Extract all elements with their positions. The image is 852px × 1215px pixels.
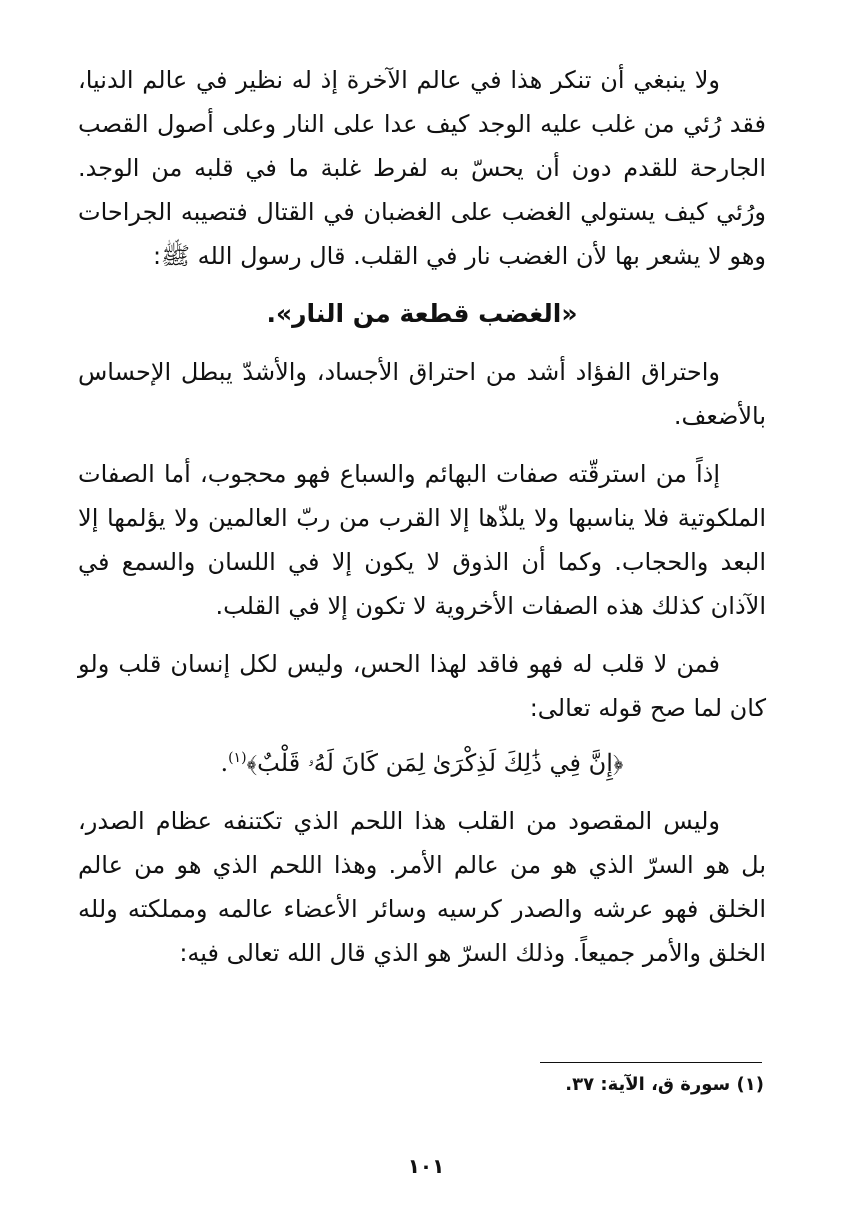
paragraph-4: فمن لا قلب له فهو فاقد لهذا الحس، وليس لكل إنسان قلب ولو كان لما صح قوله تعالى: xyxy=(78,650,766,722)
footnote-marker: (١) xyxy=(228,750,247,766)
paragraph-5: وليس المقصود من القلب هذا اللحم الذي تكتنفه عظام الصدر، بل هو السرّ الذي هو من عالم الأمر. وهذا اللحم الذي هو من عالم الخلق فهو عرشه والصدر كرسيه وسائر الأعضاء عالمه ومملكته ولله الخلق والأمر جميعاً. وذلك السرّ هو الذي قال الله تعالى فيه: xyxy=(78,807,766,967)
quran-verse xyxy=(78,736,766,785)
paragraph-2: واحتراق الفؤاد أشد من احتراق الأجساد، والأشدّ يبطل الإحساس بالأضعف. xyxy=(78,358,766,430)
hadith-quote: «الغضب قطعة من النار». xyxy=(266,299,578,328)
verse-period: . xyxy=(220,749,229,777)
verse-text: ﴿إِنَّ فِي ذَٰلِكَ لَذِكْرَىٰ لِمَن كَانَ لَهُۥ قَلْبٌ﴾ xyxy=(246,749,624,777)
paragraph-1: ولا ينبغي أن تنكر هذا في عالم الآخرة إذ له نظير في عالم الدنيا، فقد رُئي من غلب عليه الوجد كيف عدا على النار وعلى أصول القصب الجارحة للقدم دون أن يحسّ به لفرط غلبة ما في قلبه من الوجد. ورُئي كيف يستولي الغضب على الغضبان في القتال فتصيبه الجراحات وهو لا يشعر بها لأن الغضب نار في القلب. قال رسول الله ﷺ: xyxy=(78,66,766,270)
footnote-divider xyxy=(540,1062,762,1063)
footnote: (١) سورة ق، الآية: ٣٧. xyxy=(565,1074,764,1095)
paragraph-3: إذاً من استرقّته صفات البهائم والسباع فهو محجوب، أما الصفات الملكوتية فلا يناسبها ولا يلذّها إلا القرب من ربّ العالمين ولا يؤلمها إلا البعد والحجاب. وكما أن الذوق لا يكون إلا في اللسان والسمع في الآذان كذلك هذه الصفات الأخروية لا تكون إلا في القلب. xyxy=(78,460,766,620)
page-body xyxy=(78,58,766,975)
page-number: ١٠١ xyxy=(407,1154,445,1178)
